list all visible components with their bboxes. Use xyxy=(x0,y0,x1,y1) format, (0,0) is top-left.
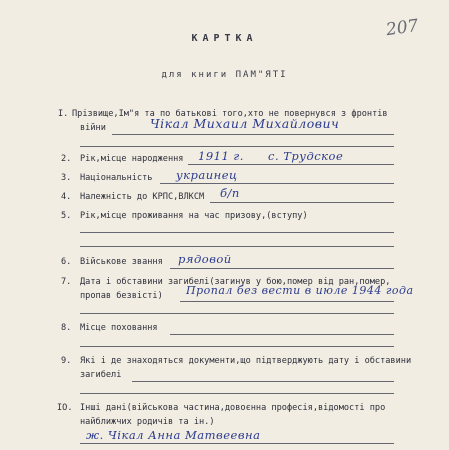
field-2-underline xyxy=(188,164,394,165)
field-3-number: 3. xyxy=(61,173,72,183)
field-4-number: 4. xyxy=(61,192,72,202)
field-6-number: 6. xyxy=(61,257,72,267)
field-3-value: украинец xyxy=(176,168,238,182)
field-6-value: рядовой xyxy=(178,252,232,266)
field-7-value: Пропал без вести в июле 1944 года xyxy=(186,284,414,297)
field-9-underline xyxy=(132,381,394,382)
field-8-extra-line xyxy=(80,346,394,347)
field-5-label: Рік,місце проживання на час призову,(вступу) xyxy=(80,211,308,221)
field-7-label: Дата і обставини загибелі(загинув у бою,помер від ран,помер, xyxy=(80,277,391,287)
field-4-label: Належність до КРПС,ВЛКСМ xyxy=(80,192,205,202)
field-10-underline xyxy=(80,443,394,444)
field-5-line-1 xyxy=(80,232,394,233)
field-3-label: Національність xyxy=(80,173,153,183)
field-6-label: Військове звання xyxy=(80,257,163,267)
field-5-line-2 xyxy=(80,246,394,247)
page-number: 207 xyxy=(384,15,420,41)
field-1-underline xyxy=(112,134,394,135)
field-3-underline xyxy=(160,183,394,184)
field-1-label: Прізвище,Ім"я та по батькові того,хто не повернувся з фронтів xyxy=(72,109,388,119)
field-4-underline xyxy=(210,202,394,203)
field-4-value: б/п xyxy=(220,186,240,200)
field-7-underline xyxy=(180,301,394,302)
card-subtitle: для книги ПАМ"ЯТІ xyxy=(161,70,288,80)
field-1-label-cont: війни xyxy=(80,123,106,133)
field-9-number: 9. xyxy=(61,356,72,366)
field-2-place: с. Трудское xyxy=(268,149,344,163)
field-2-label: Рік,місце народження xyxy=(80,154,184,164)
field-6-underline xyxy=(170,268,394,269)
field-1-extra-line xyxy=(80,146,394,147)
field-10-label-cont: найближчих родичів та ін.) xyxy=(80,417,215,427)
field-8-number: 8. xyxy=(61,323,72,333)
card-title: КАРТКА xyxy=(191,33,258,44)
field-5-number: 5. xyxy=(61,211,72,221)
field-10-value: ж. Чікал Анна Матвеевна xyxy=(86,428,261,442)
field-9-label: Які і де знаходяться документи,що підтверджують дату і обставини xyxy=(80,356,412,366)
field-7-label-cont: пропав безвісті) xyxy=(80,291,163,301)
field-1-number: I. xyxy=(58,109,69,119)
field-1-value: Чікал Михаил Михайлович xyxy=(150,116,340,131)
field-10-label: Інші дані(військова частина,довоєнна професія,відомості про xyxy=(80,403,386,413)
field-2-year: 1911 г. xyxy=(198,149,244,163)
field-2-number: 2. xyxy=(61,154,72,164)
field-7-number: 7. xyxy=(61,277,72,287)
field-10-number: IO. xyxy=(57,403,73,413)
field-9-extra-line xyxy=(80,393,394,394)
field-8-underline xyxy=(170,334,394,335)
field-7-extra-line xyxy=(80,313,394,314)
field-9-label-cont: загибелі xyxy=(80,370,122,380)
field-8-label: Місце поховання xyxy=(80,323,158,333)
